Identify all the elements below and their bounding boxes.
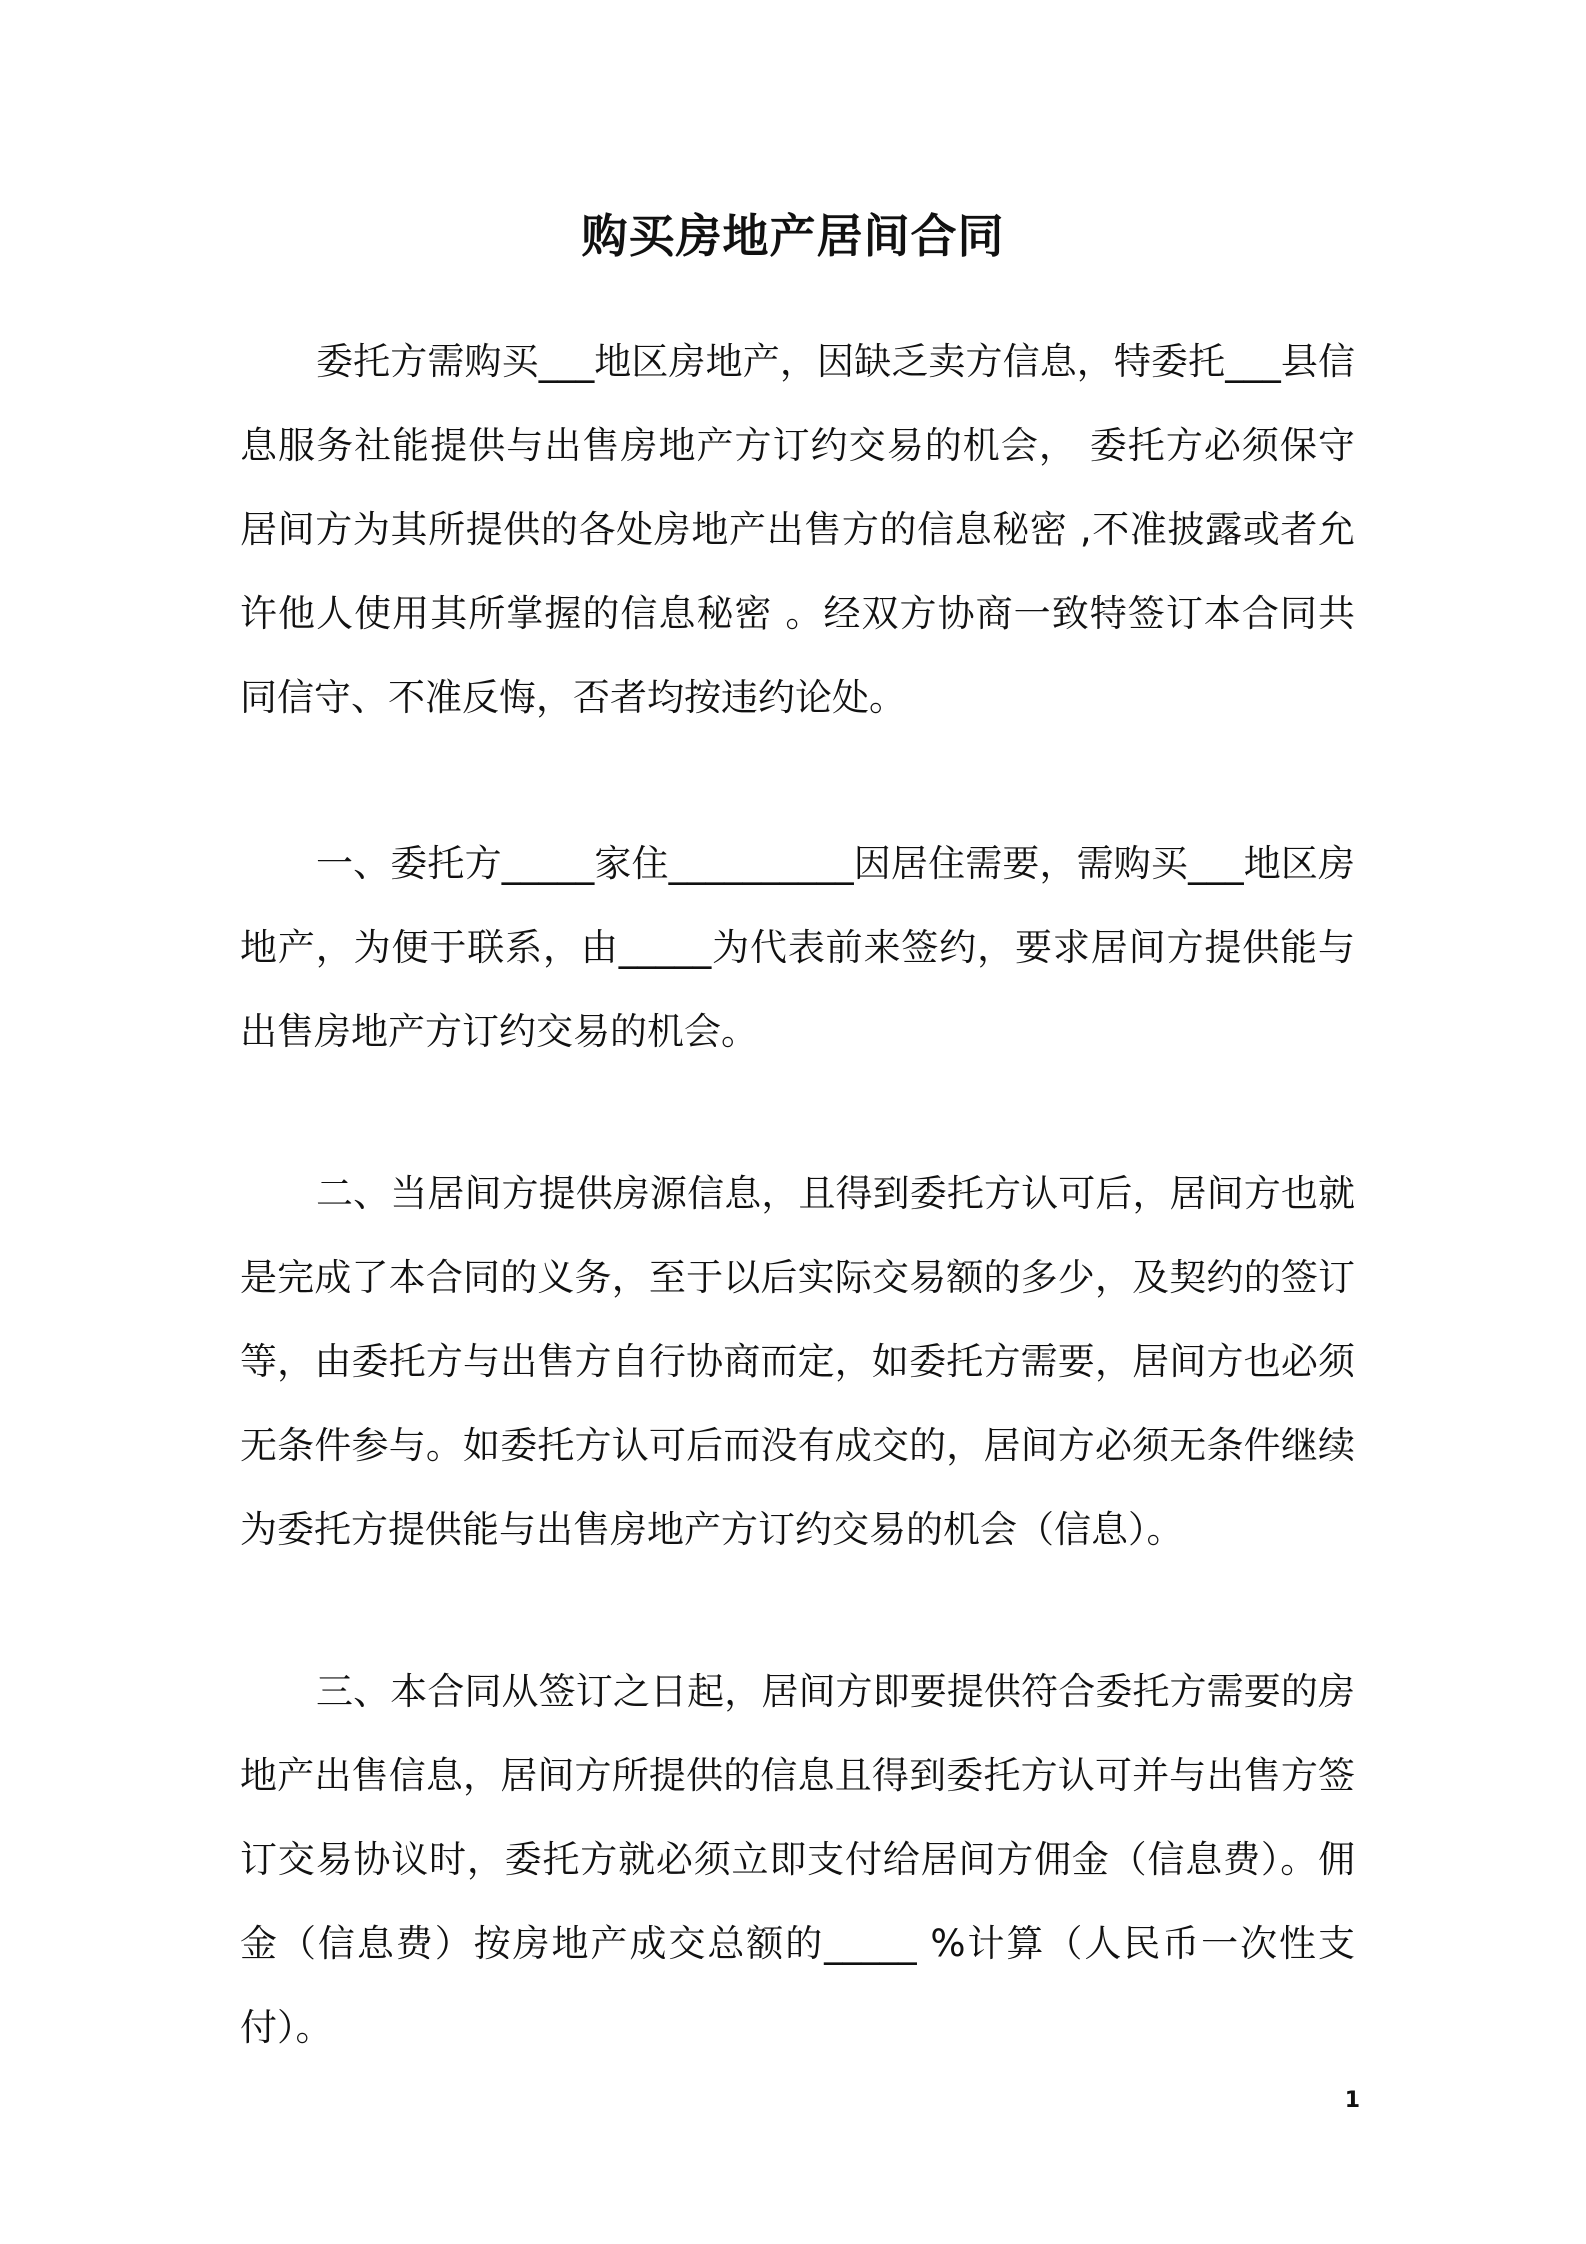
page-number: 1 [1344,2088,1360,2113]
paragraph-intro: 委托方需购买___地区房地产，因缺乏卖方信息，特委托___县信息服务社能提供与出售房地产方订约交易的机会， 委托方必须保守居间方为其所提供的各处房地产出售方的信息秘密 ,不准披露或者允许他人使用其所掌握的信息秘密 。经双方协商一致特签订本合同共同信守、不准反悔，否者均按违约论处。 [240,340,1355,719]
paragraph-clause-two: 二、当居间方提供房源信息，且得到委托方认可后，居间方也就是完成了本合同的义务，至于以后实际交易额的多少，及契约的签订等，由委托方与出售方自行协商而定，如委托方需要，居间方也必须无条件参与。如委托方认可后而没有成交的，居间方必须无条件继续为委托方提供能与出售房地产方订约交易的机会（信息）。 [240,1172,1355,1551]
document-title: 购买房地产居间合同 [581,209,1005,263]
paragraph-clause-one: 一、委托方_____家住__________因居住需要，需购买___地区房地产，为便于联系，由_____为代表前来签约，要求居间方提供能与出售房地产方订约交易的机会。 [240,842,1355,1053]
paragraph-clause-three: 三、本合同从签订之日起，居间方即要提供符合委托方需要的房地产出售信息，居间方所提供的信息且得到委托方认可并与出售方签订交易协议时，委托方就必须立即支付给居间方佣金（信息费）。佣金（信息费）按房地产成交总额的_____ %计算（人民币一次性支付）。 [240,1670,1355,2049]
